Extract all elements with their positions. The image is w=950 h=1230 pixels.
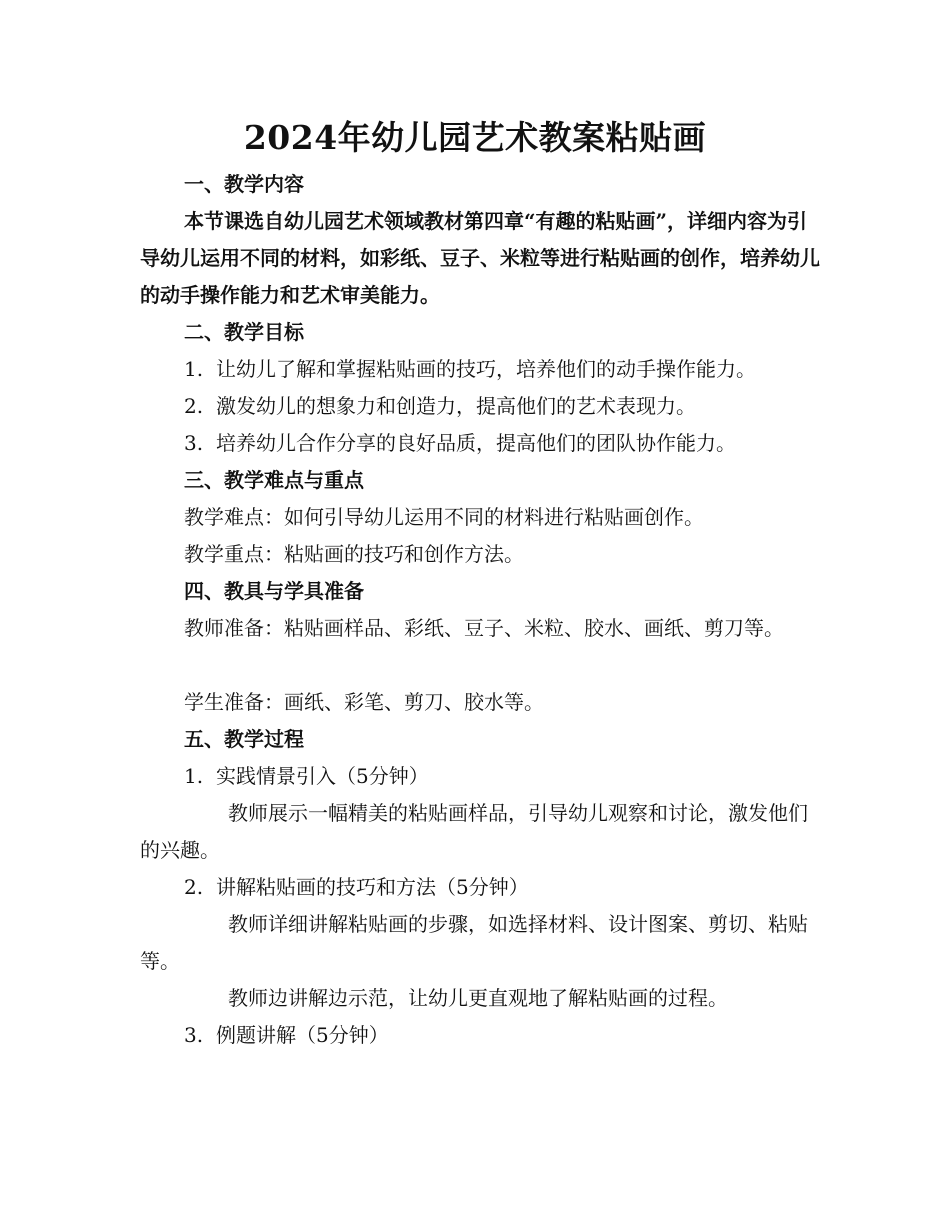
objective-item xyxy=(140,425,820,462)
section-heading-difficulties: 三、教学难点与重点 xyxy=(184,468,364,492)
process-step-number: 2. xyxy=(184,875,204,899)
section-heading-materials: 四、教具与学具准备 xyxy=(184,579,364,603)
objective-text: 让幼儿了解和掌握粘贴画的技巧，培养他们的动手操作能力。 xyxy=(216,357,756,381)
process-step-text: 讲解粘贴画的技巧和方法（5分钟） xyxy=(216,875,529,899)
objective-text: 激发幼儿的想象力和创造力，提高他们的艺术表现力。 xyxy=(216,394,696,418)
objective-item xyxy=(140,388,820,425)
section-heading-content: 一、教学内容 xyxy=(184,172,304,196)
document-title: 2024年幼儿园艺术教案粘贴画 xyxy=(243,118,707,157)
objective-number: 2. xyxy=(184,394,204,418)
process-step-title xyxy=(140,758,820,795)
process-step-detail: 教师展示一幅精美的粘贴画样品，引导幼儿观察和讨论，激发他们的兴趣。 xyxy=(140,801,808,862)
objective-number: 1. xyxy=(184,357,204,381)
teaching-difficulty: 教学难点：如何引导幼儿运用不同的材料进行粘贴画创作。 xyxy=(184,505,704,529)
section-body-content: 本节课选自幼儿园艺术领域教材第四章“有趣的粘贴画”，详细内容为引导幼儿运用不同的材料，如彩纸、豆子、米粒等进行粘贴画的创作，培养幼儿的动手操作能力和艺术审美能力。 xyxy=(140,209,820,307)
process-step-text: 例题讲解（5分钟） xyxy=(216,1023,389,1047)
process-step-detail: 教师边讲解边示范，让幼儿更直观地了解粘贴画的过程。 xyxy=(228,986,728,1010)
process-step-title xyxy=(140,1017,820,1054)
section-heading-process: 五、教学过程 xyxy=(184,727,304,751)
section-heading-objectives: 二、教学目标 xyxy=(184,320,304,344)
objective-text: 培养幼儿合作分享的良好品质，提高他们的团队协作能力。 xyxy=(216,431,736,455)
process-step-number: 3. xyxy=(184,1023,204,1047)
student-preparation: 学生准备：画纸、彩笔、剪刀、胶水等。 xyxy=(184,690,544,714)
process-step-detail: 教师详细讲解粘贴画的步骤，如选择材料、设计图案、剪切、粘贴等。 xyxy=(140,912,808,973)
teaching-key-point: 教学重点：粘贴画的技巧和创作方法。 xyxy=(184,542,524,566)
process-step-number: 1. xyxy=(184,764,204,788)
objective-number: 3. xyxy=(184,431,204,455)
process-step-text: 实践情景引入（5分钟） xyxy=(216,764,429,788)
teacher-preparation: 教师准备：粘贴画样品、彩纸、豆子、米粒、胶水、画纸、剪刀等。 xyxy=(184,616,784,640)
process-step-title xyxy=(140,869,820,906)
objective-item xyxy=(140,351,820,388)
